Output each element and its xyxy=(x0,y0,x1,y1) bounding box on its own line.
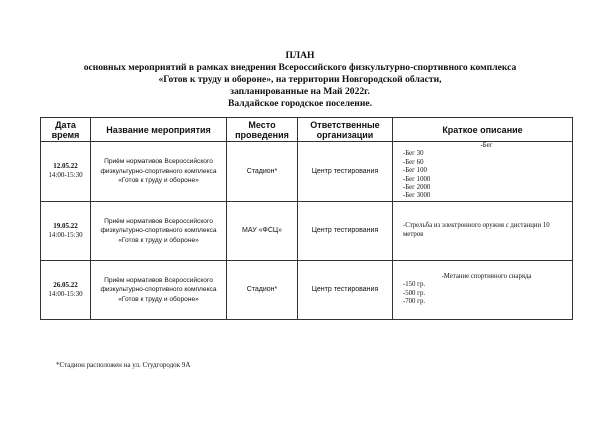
events-table xyxy=(40,117,573,320)
event-date-cell xyxy=(41,260,91,319)
event-org: Центр тестирования xyxy=(298,260,393,319)
description-item: -Стрельба из электронного оружия с дистанции 10 метров xyxy=(403,222,550,238)
description-item: -Бег 100 xyxy=(403,167,427,175)
header-org-line1: Ответственные xyxy=(310,119,380,130)
description-item: -150 гр. xyxy=(403,281,426,289)
title-line-period: запланированные на Май 2022г. xyxy=(230,86,370,97)
document-title xyxy=(0,50,600,110)
description-item: -700 гр. xyxy=(403,298,426,306)
header-date-line2: время xyxy=(51,129,80,140)
title-line-plan: ПЛАН xyxy=(285,50,315,61)
table-header-row xyxy=(41,118,573,142)
table-row xyxy=(41,260,573,319)
stadium-footnote: *Стадион расположен на ул. Студгородок 9А xyxy=(56,361,191,369)
event-time: 14:00-15:30 xyxy=(48,230,83,239)
table-row xyxy=(41,142,573,202)
header-place xyxy=(227,118,298,142)
event-date-cell xyxy=(41,142,91,202)
event-description xyxy=(393,260,573,319)
event-org: Центр тестирования xyxy=(298,201,393,260)
description-item: -500 гр. xyxy=(403,289,426,297)
event-description xyxy=(393,201,573,260)
event-date-cell xyxy=(41,201,91,260)
event-date: 12.05.22 xyxy=(53,162,78,171)
description-item: -Бег 2000 xyxy=(403,184,431,192)
description-item: -Бег 60 xyxy=(403,158,424,166)
event-description xyxy=(393,142,573,202)
title-line-settlement: Валдайское городское поселение. xyxy=(228,98,372,109)
title-line-subject: основных мероприятий в рамках внедрения Всероссийского физкультурно-спортивного комплекса xyxy=(83,62,517,73)
event-org: Центр тестирования xyxy=(298,142,393,202)
header-desc: Краткое описание xyxy=(393,118,573,142)
title-line-program: «Готов к труду и обороне», на территории Новгородской области, xyxy=(158,74,442,85)
header-place-line2: проведения xyxy=(235,129,289,140)
description-item: -Бег 30 xyxy=(403,150,424,158)
event-name: Приём нормативов Всероссийского физкультурно-спортивного комплекса «Готов к труду и обороне» xyxy=(91,201,227,260)
event-place: Стадион* xyxy=(227,142,298,202)
header-org-line2: организации xyxy=(316,129,374,140)
description-item: -Бег 1000 xyxy=(403,175,431,183)
description-heading: -Бег xyxy=(480,142,493,149)
header-name: Название мероприятия xyxy=(91,118,227,142)
header-place-line1: Место xyxy=(248,119,276,130)
event-time: 14:00-15:30 xyxy=(48,289,83,298)
event-place: МАУ «ФСЦ» xyxy=(227,201,298,260)
table-row xyxy=(41,201,573,260)
event-name: Приём нормативов Всероссийского физкультурно-спортивного комплекса «Готов к труду и обороне» xyxy=(91,260,227,319)
event-place: Стадион* xyxy=(227,260,298,319)
event-name: Приём нормативов Всероссийского физкультурно-спортивного комплекса «Готов к труду и обороне» xyxy=(91,142,227,202)
header-date xyxy=(41,118,91,142)
description-item: -Бег 3000 xyxy=(403,192,431,200)
event-date: 26.05.22 xyxy=(53,280,78,289)
event-time: 14:00-15:30 xyxy=(48,171,83,180)
event-date: 19.05.22 xyxy=(53,221,78,230)
description-heading: -Метание спортивного снаряда xyxy=(441,273,532,281)
header-org xyxy=(298,118,393,142)
header-date-line1: Дата xyxy=(55,119,76,130)
